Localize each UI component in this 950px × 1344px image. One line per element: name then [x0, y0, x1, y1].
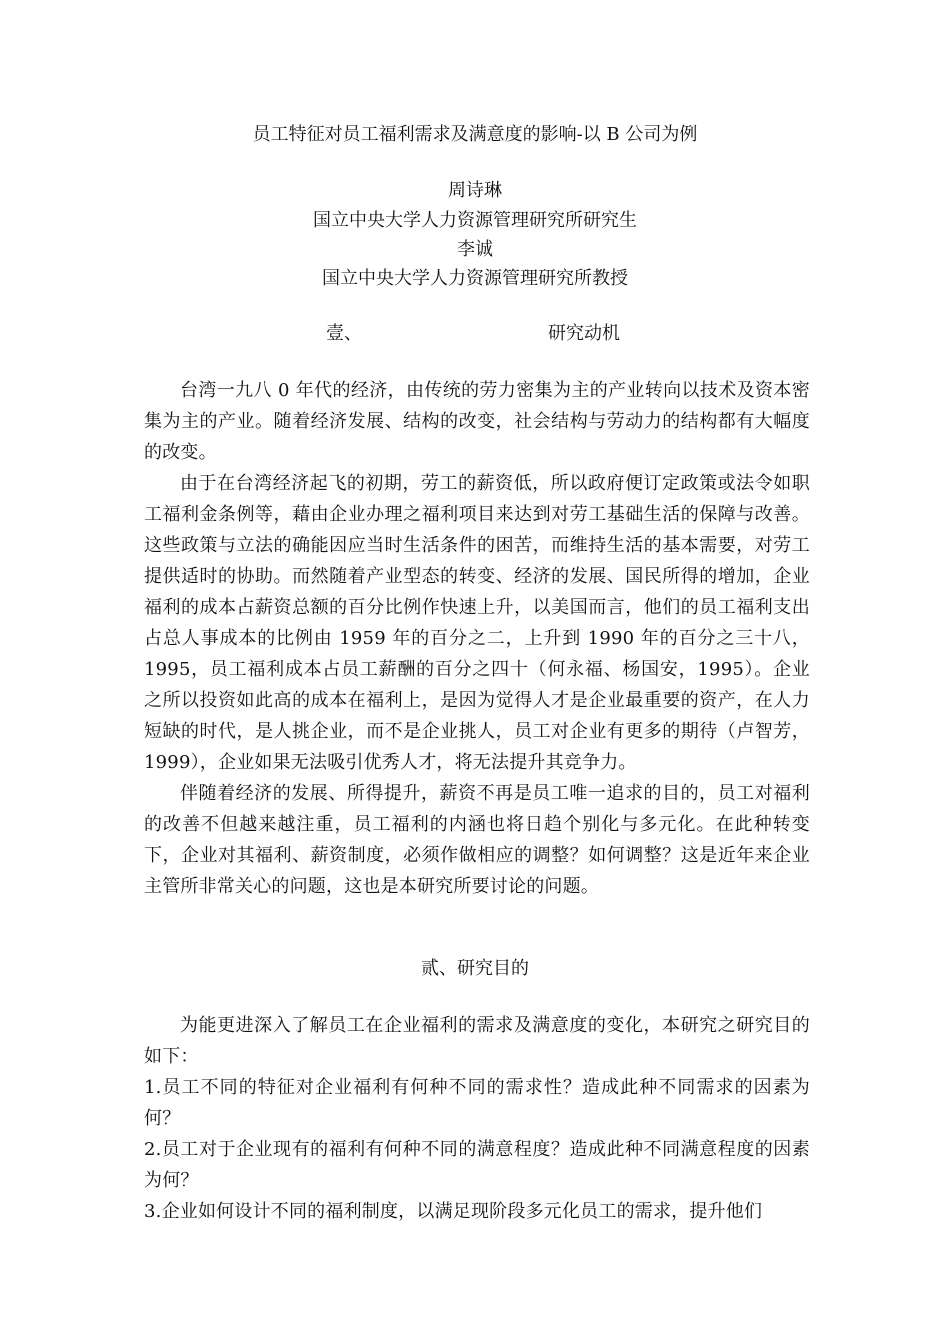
section-2-item-2: 2.员工对于企业现有的福利有何种不同的满意程度？造成此种不同满意程度的因素为何？ [144, 1139, 810, 1191]
author-affiliation-2: 国立中央大学人力资源管理研究所教授 [322, 268, 628, 289]
section-1-title: 研究动机 [548, 323, 620, 344]
section-1-paragraph-3: 伴随着经济的发展、所得提升，薪资不再是员工唯一追求的目的，员工对福利的改善不但越来越注重，员工福利的内涵也将日趋个别化与多元化。在此种转变下，企业对其福利、薪资制度，必须作做相应的调整？如何调整？这是近年来企业主管所非常关心的问题，这也是本研究所要讨论的问题。 [144, 783, 810, 897]
section-2-item-1: 1.员工不同的特征对企业福利有何种不同的需求性？造成此种不同需求的因素为何？ [144, 1077, 810, 1129]
document-title: 员工特征对员工福利需求及满意度的影响-以 B 公司为例 [252, 124, 698, 145]
author-affiliation-1: 国立中央大学人力资源管理研究所研究生 [313, 210, 637, 231]
section-2-intro: 为能更进深入了解员工在企业福利的需求及满意度的变化，本研究之研究目的如下： [144, 1015, 810, 1067]
section-1-paragraph-1: 台湾一九八 0 年代的经济，由传统的劳力密集为主的产业转向以技术及资本密集为主的产业。随着经济发展、结构的改变，社会结构与劳动力的结构都有大幅度的改变。 [144, 380, 810, 463]
section-1-number: 壹、 [326, 323, 362, 344]
author-name-1: 周诗琳 [448, 180, 502, 201]
section-2-heading: 贰、研究目的 [421, 958, 529, 979]
section-1-body [144, 375, 810, 902]
author-name-2: 李诚 [457, 239, 493, 260]
section-2-body [144, 1010, 810, 1227]
section-1-paragraph-2: 由于在台湾经济起飞的初期，劳工的薪资低，所以政府便订定政策或法令如职工福利金条例等，藉由企业办理之福利项目来达到对劳工基础生活的保障与改善。这些政策与立法的确能因应当时生活条件的困苦，而维持生活的基本需要，对劳工提供适时的协助。而然随着产业型态的转变、经济的发展、国民所得的增加，企业福利的成本占薪资总额的百分比例作快速上升，以美国而言，他们的员工福利支出占总人事成本的比例由 1959 年的百分之二，上升到 1990 年的百分之三十八，1995，员工福利成本占员工薪酬的百分之四十（何永福、杨国安，1995）。企业之所以投资如此高的成本在福利上，是因为觉得人才是企业最重要的资产，在人力短缺的时代，是人挑企业，而不是企业挑人，员工对企业有更多的期待（卢智芳，1999），企业如果无法吸引优秀人才，将无法提升其竞争力。 [144, 473, 810, 773]
section-2-item-3: 3.企业如何设计不同的福利制度，以满足现阶段多元化员工的需求，提升他们 [144, 1201, 763, 1222]
